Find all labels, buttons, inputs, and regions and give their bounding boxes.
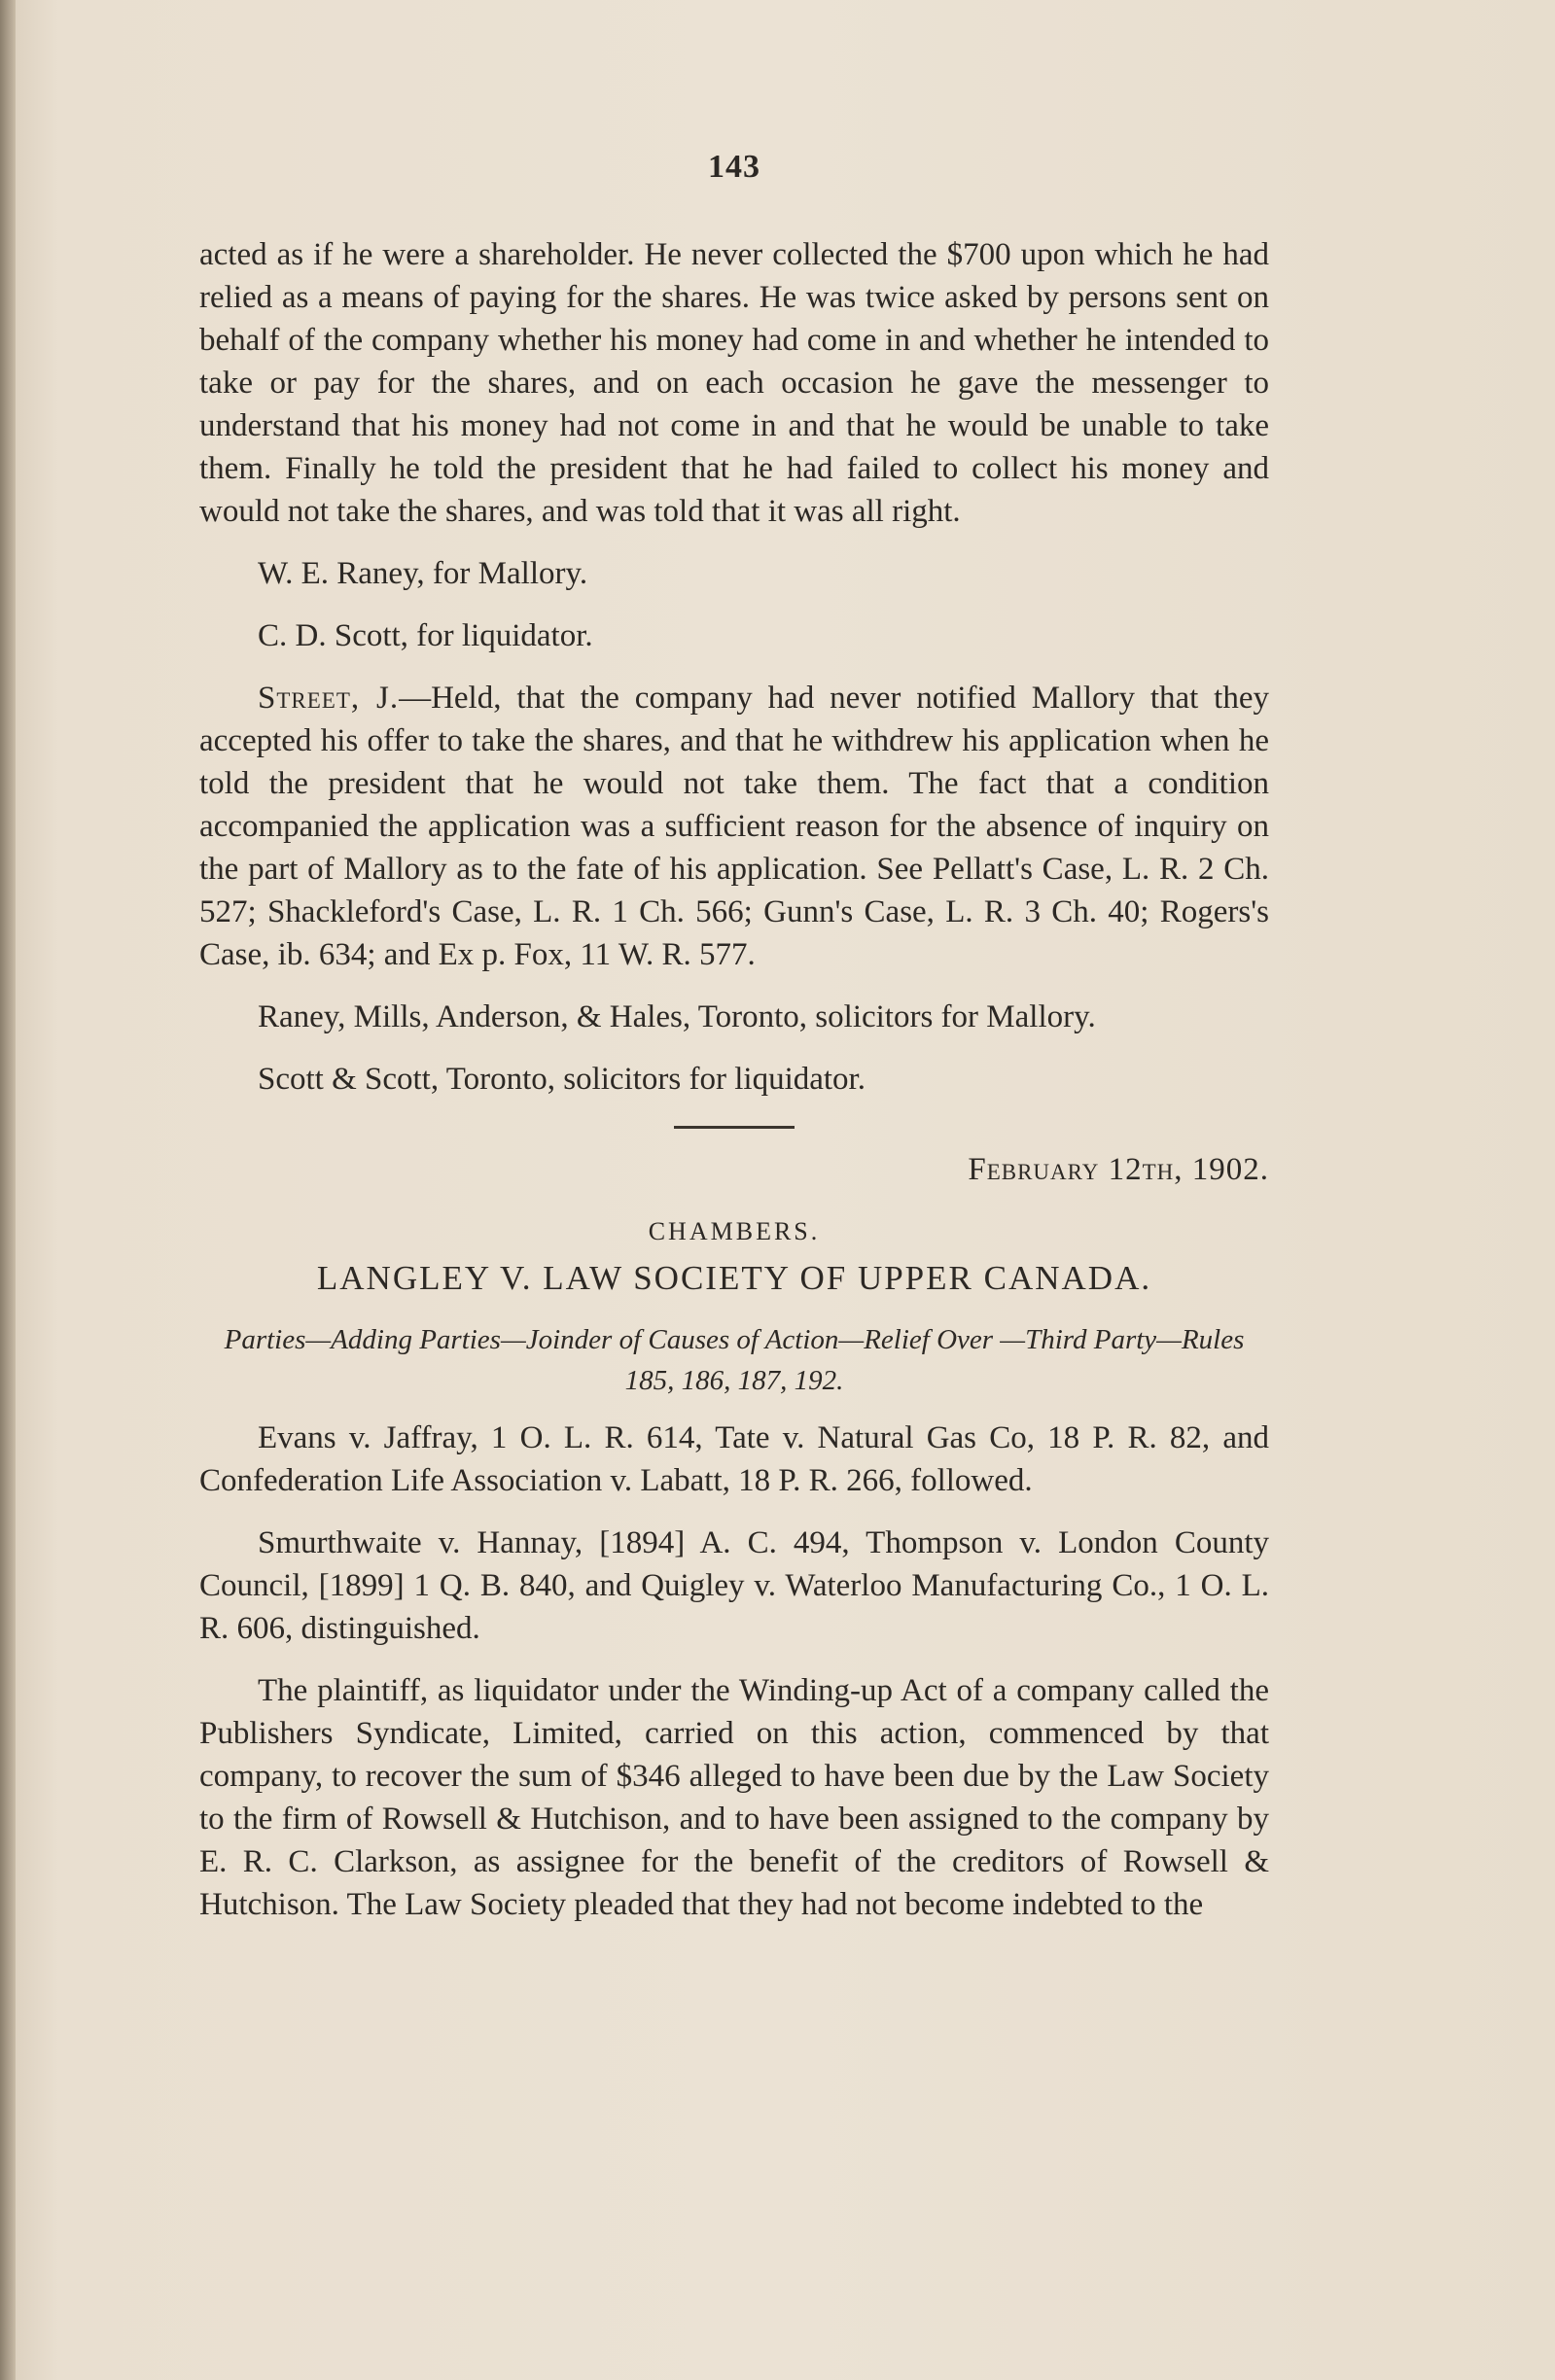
body-paragraph: acted as if he were a shareholder. He never collected the $700 upon which he had relied as a means of paying for the shares. He was twice asked by persons sent on behalf of the company whether his money had come in and whether he intended to take or pay for the shares, and on each occasion he gave the messenger to understand that his money had not come in and that he would be unable to take them. Finally he told the president that he had failed to collect his money and would not take the shares, and was told that it was all right. bbox=[199, 237, 1269, 529]
case-date: February 12th, 1902. bbox=[968, 1152, 1269, 1187]
case-paragraph: Smurthwaite v. Hannay, [1894] A. C. 494, Thompson v. London County Council, [1899] 1 Q. B. 840, and Quigley v. Waterloo Manufacturing Co., 1 O. L. R. 606, distinguished. bbox=[199, 1525, 1269, 1646]
page-number: 143 bbox=[708, 149, 760, 185]
case-paragraph: The plaintiff, as liquidator under the Winding-up Act of a company called the Publishers Syndicate, Limited, carried on this action, commenced by that company, to recover the sum of $346 alleged to have been due by the Law Society to the firm of Rowsell & Hutchison, and to have been assigned to the company by E. R. C. Clarkson, as assignee for the benefit of the creditors of Rowsell & Hutchison. The Law Society pleaded that they had not become indebted to the bbox=[199, 1673, 1269, 1922]
judgment-paragraph bbox=[199, 677, 1269, 976]
book-spine-shadow bbox=[0, 0, 16, 2380]
case-headnote: Parties—Adding Parties—Joinder of Causes of Action—Relief Over —Third Party—Rules 185, 186, 187, 192. bbox=[224, 1324, 1245, 1396]
section-divider bbox=[674, 1126, 795, 1129]
case-title: LANGLEY V. LAW SOCIETY OF UPPER CANADA. bbox=[316, 1259, 1152, 1297]
solicitors-line: Raney, Mills, Anderson, & Hales, Toronto, solicitors for Mallory. bbox=[258, 999, 1096, 1034]
case-paragraph: Evans v. Jaffray, 1 O. L. R. 614, Tate v. Natural Gas Co, 18 P. R. 82, and Confederation Life Association v. Labatt, 18 P. R. 266, followed. bbox=[199, 1420, 1269, 1498]
judge-name: Street, J. bbox=[258, 681, 400, 716]
counsel-line: W. E. Raney, for Mallory. bbox=[258, 556, 588, 591]
court-division: CHAMBERS. bbox=[648, 1217, 821, 1245]
solicitors-line: Scott & Scott, Toronto, solicitors for liquidator. bbox=[258, 1062, 866, 1097]
page-content bbox=[199, 146, 1269, 1926]
counsel-line: C. D. Scott, for liquidator. bbox=[258, 618, 593, 653]
judgment-text: —Held, that the company had never notified Mallory that they accepted his offer to take the shares, and that he withdrew his application when he told the president that he would not take them. The fact that a condition accompanied the application was a sufficient reason for the absence of inquiry on the part of Mallory as to the fate of his application. See Pellatt's Case, L. R. 2 Ch. 527; Shackleford's Case, L. R. 1 Ch. 566; Gunn's Case, L. R. 3 Ch. 40; Rogers's Case, ib. 634; and Ex p. Fox, 11 W. R. 577. bbox=[199, 681, 1269, 972]
